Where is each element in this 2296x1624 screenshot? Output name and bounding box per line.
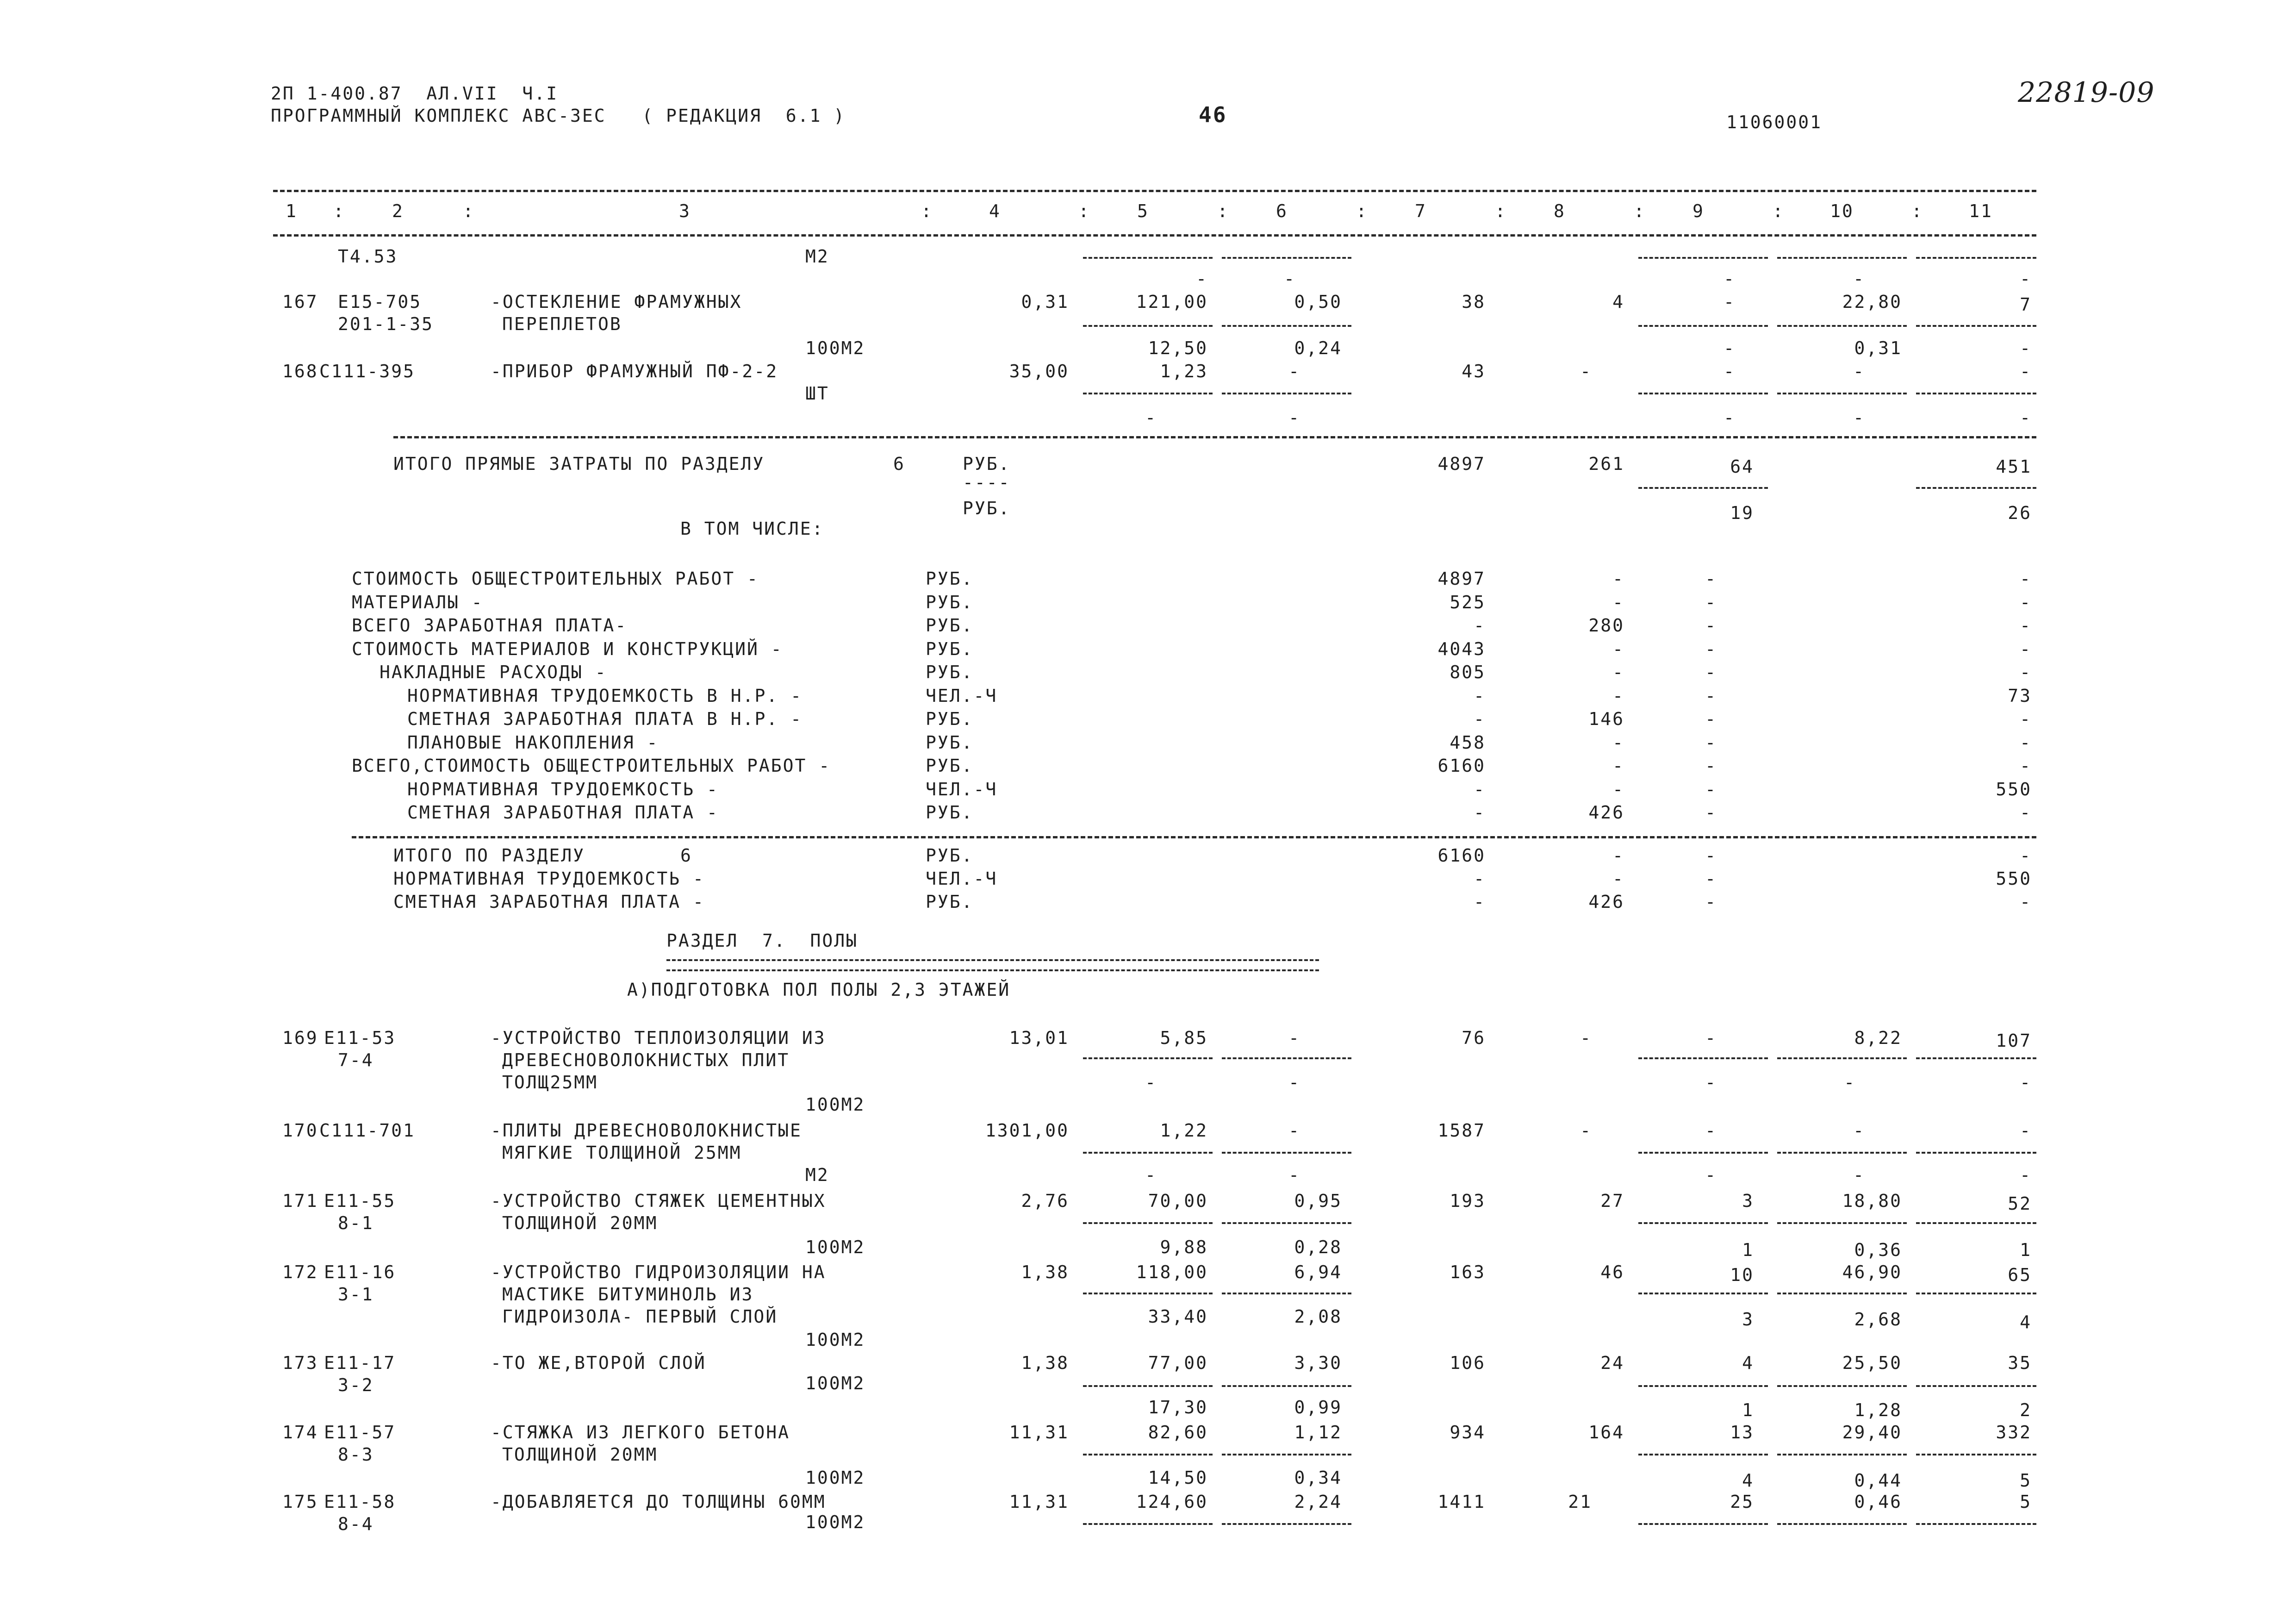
unit-label: РУБ.: [926, 615, 974, 636]
value-col7: -: [1474, 779, 1486, 800]
value-col9: -: [1705, 732, 1717, 753]
value-col8: -: [1612, 868, 1624, 889]
value-col11: -: [2020, 592, 2032, 612]
value-col7: 458: [1450, 732, 1486, 753]
breakdown-label: ВСЕГО,СТОИМОСТЬ ОБЩЕСТРОИТЕЛЬНЫХ РАБОТ -: [352, 756, 831, 776]
estimate-sheet: 2П 1-400.87 АЛ.VII Ч.I ПРОГРАММНЫЙ КОМПЛЕКС АВС-3ЕС ( РЕДАКЦИЯ 6.1 ) 46 11060001 22819-09 1 2 3 4 5 6 7 8 9 10 11 : : : : : : : : : : Т4.53 М2 - - - - - 167 Е15-705 201-1-35 -ОСТЕКЛЕНИЕ ФРАМУЖНЫХ ПЕРЕПЛЕТОВ 100М2 0,31 121,00 0,50 38 4 - 22,80 7 12,50 0,24 - 0,31 - 168 С111-395 -ПРИБОР ФРАМУЖНЫЙ ПФ-2-2 ШТ 35,00 1,23 - 43 - - - - - - - - - ИТОГО ПРЯМЫЕ ЗАТРАТЫ ПО РАЗДЕЛУ 6 РУБ. ---- РУБ. 4897 261 64 451 19 26 В ТОМ ЧИСЛЕ: СТОИМОСТЬ ОБЩЕСТРОИТЕЛЬНЫХ РАБОТ - РУБ. 4897 - - - МАТЕРИАЛЫ - РУБ. 525 - - - ВСЕГО ЗАРАБОТНАЯ ПЛАТА- РУБ. - 280 - - СТОИМОСТЬ МАТЕРИАЛОВ И КОНСТРУКЦИЙ - РУБ. 4043 - - - НАКЛАДНЫЕ РАСХОДЫ - РУБ. 805 - - - НОРМАТИВНАЯ ТРУДОЕМКОСТЬ В Н.Р. - ЧЕЛ.-Ч - - - 73 СМЕТНАЯ ЗАРАБОТНАЯ ПЛАТА В Н.Р. - РУБ. - 146 - - ПЛАНОВЫЕ НАКОПЛЕНИЯ - РУБ. 458 - - - ВСЕГО,СТОИМОСТЬ ОБЩЕСТРОИТЕЛЬНЫХ РАБОТ - РУБ. 6160 - - - НОРМАТИВНАЯ ТРУДОЕМКОСТЬ - ЧЕЛ.-Ч - - - 550 СМЕТНАЯ ЗАРАБОТНАЯ ПЛАТА - РУБ. - 426 - - ИТОГО ПО РАЗДЕЛУ РУБ. 6160 - - - 6 НОРМАТИВНАЯ ТРУДОЕМКОСТЬ - ЧЕЛ.-Ч - - - 550 СМЕТНАЯ ЗАРАБОТНАЯ ПЛАТА - РУБ. - 426 - - РАЗДЕЛ 7. ПОЛЫ А)ПОДГОТОВКА ПОЛ ПОЛЫ 2,3 ЭТАЖЕЙ 169 Е11-53 7-4 -УСТРОЙСТВО ТЕПЛОИЗОЛЯЦИИ ИЗ ДРЕВЕСНОВОЛОКНИСТЫХ ПЛИТ ТОЛЩ25ММ 100М2 13,01 5,85 - 76 - - 8,22 107 - - - - - 170 С111-701 -ПЛИТЫ ДРЕВЕСНОВОЛОКНИСТЫЕ МЯГКИЕ ТОЛЩИНОЙ 25ММ М2 1301,00 1,22 - 1587 - - - - - - - - - 171 Е11-55 8-1 -УСТРОЙСТВО СТЯЖЕК ЦЕМЕНТНЫХ ТОЛЩИНОЙ 20ММ 100М2 2,76 70,00 0,95 193 27 3 18,80 52 9,88 0,28 1 0,36 1 172 Е11-16 3-1 -УСТРОЙСТВО ГИДРОИЗОЛЯЦИИ НА МАСТИКЕ БИТУМИНОЛЬ ИЗ ГИДРОИЗОЛА- ПЕРВЫЙ СЛОЙ 100М2 1,38 118,00 6,94 163 46 10 46,90 65 33,40 2,08 3 2,68 4 173 Е11-17 3-2 -ТО ЖЕ,ВТОРОЙ СЛОЙ 100М2 1,38 77,00 3,30 106 24 4 25,50 35 17,30 0,99 1 1,28 2 174 Е11-57 8-3 -СТЯЖКА ИЗ ЛЕГКОГО БЕТОНА ТОЛЩИНОЙ 20ММ 100М2 11,31 82,60 1,12 934 164 13 29,40 332 14,50 0,34 4 0,44 5 175 Е11-58 8-4 -ДОБАВЛЯЕТСЯ ДО ТОЛЩИНЫ 60ММ 100М2 11,31 124,60 2,24 1411 21 25 0,46 5: [271, 76, 2155, 1534]
breakdown-label: НОРМАТИВНАЯ ТРУДОЕМКОСТЬ -: [393, 868, 705, 889]
colhead-9: 9: [1692, 201, 1705, 221]
value-col8: -: [1612, 662, 1624, 682]
unit-label: РУБ.: [926, 756, 974, 776]
value-col7: -: [1474, 802, 1486, 823]
value-col8: -: [1612, 756, 1624, 776]
value-col7: 4043: [1437, 638, 1486, 659]
value-col8: -: [1612, 779, 1624, 800]
section-title-underline: [666, 959, 1319, 971]
page-number: 46: [1199, 102, 1227, 127]
value-col7: -: [1474, 615, 1486, 636]
colhead-11: 11: [1969, 201, 1993, 221]
breakdown-label: СТОИМОСТЬ ОБЩЕСТРОИТЕЛЬНЫХ РАБОТ -: [352, 568, 759, 589]
colhead-1: 1: [286, 201, 298, 221]
value-col9: -: [1705, 756, 1717, 776]
unit-label: РУБ.: [926, 892, 974, 912]
value-col9: -: [1705, 638, 1717, 659]
including-heading: В ТОМ ЧИСЛЕ:: [680, 518, 824, 539]
value-col11: -: [2020, 662, 2032, 682]
breakdown-label: СМЕТНАЯ ЗАРАБОТНАЯ ПЛАТА -: [407, 802, 719, 823]
value-col11: 73: [2008, 685, 2032, 706]
breakdown-label: СМЕТНАЯ ЗАРАБОТНАЯ ПЛАТА -: [393, 892, 705, 912]
unit-label: РУБ.: [926, 709, 974, 729]
value-col9: -: [1705, 779, 1717, 800]
unit-label: РУБ.: [926, 802, 974, 823]
value-col9: -: [1705, 615, 1717, 636]
section-title: РАЗДЕЛ 7. ПОЛЫ: [666, 931, 859, 951]
value-col7: 805: [1450, 662, 1486, 682]
value-col11: 550: [1996, 779, 2032, 800]
value-col8: 280: [1588, 615, 1624, 636]
rule-before-section-total: [352, 836, 2036, 838]
rule-top: [273, 190, 2036, 192]
section-number: 6: [680, 845, 692, 866]
value-col7: 525: [1450, 592, 1486, 612]
breakdown-label: ПЛАНОВЫЕ НАКОПЛЕНИЯ -: [407, 732, 659, 753]
breakdown-label: НОРМАТИВНАЯ ТРУДОЕМКОСТЬ В Н.Р. -: [407, 685, 803, 706]
value-col8: -: [1612, 685, 1624, 706]
value-col8: -: [1612, 568, 1624, 589]
value-col7: -: [1474, 892, 1486, 912]
breakdown-label: СМЕТНАЯ ЗАРАБОТНАЯ ПЛАТА В Н.Р. -: [407, 709, 803, 729]
value-col11: -: [2020, 709, 2032, 729]
value-col11: -: [2020, 615, 2032, 636]
value-col7: -: [1474, 685, 1486, 706]
value-col8: -: [1612, 592, 1624, 612]
program-title: ПРОГРАММНЫЙ КОМПЛЕКС АВС-3ЕС ( РЕДАКЦИЯ 6.1 ): [271, 106, 846, 126]
value-col7: 6160: [1437, 756, 1486, 776]
value-col7: 6160: [1437, 845, 1486, 866]
value-col11: -: [2020, 732, 2032, 753]
colhead-5: 5: [1137, 201, 1149, 221]
unit-label: РУБ.: [926, 845, 974, 866]
breakdown-label: ИТОГО ПО РАЗДЕЛУ: [393, 845, 585, 866]
value-col7: 4897: [1437, 568, 1486, 589]
value-col11: 550: [1996, 868, 2032, 889]
document-code: 11060001: [1726, 112, 1823, 132]
breakdown-label: СТОИМОСТЬ МАТЕРИАЛОВ И КОНСТРУКЦИЙ -: [352, 638, 783, 659]
value-col8: -: [1612, 732, 1624, 753]
unit-label: ЧЕЛ.-Ч: [926, 868, 998, 889]
unit-label: РУБ.: [926, 732, 974, 753]
unit-label: ЧЕЛ.-Ч: [926, 685, 998, 706]
doc-code: 2П 1-400.87 АЛ.VII Ч.I: [271, 83, 559, 104]
value-col11: -: [2020, 892, 2032, 912]
colhead-2: 2: [392, 201, 404, 221]
value-col9: -: [1705, 868, 1717, 889]
breakdown-label: НАКЛАДНЫЕ РАСХОДЫ -: [380, 662, 607, 682]
value-col11: -: [2020, 802, 2032, 823]
value-col9: -: [1705, 662, 1717, 682]
colhead-10: 10: [1830, 201, 1854, 221]
value-col11: -: [2020, 568, 2032, 589]
value-col11: -: [2020, 845, 2032, 866]
unit-label: РУБ.: [926, 592, 974, 612]
handwritten-stamp: 22819-09: [2018, 76, 2155, 109]
colhead-8: 8: [1554, 201, 1566, 221]
rule-header-bottom: [273, 234, 2036, 237]
value-col11: -: [2020, 638, 2032, 659]
colhead-4: 4: [989, 201, 1001, 221]
value-col8: 426: [1588, 892, 1624, 912]
value-col7: -: [1474, 709, 1486, 729]
unit-label: РУБ.: [926, 568, 974, 589]
value-col7: -: [1474, 868, 1486, 889]
value-col8: -: [1612, 638, 1624, 659]
colhead-7: 7: [1415, 201, 1427, 221]
value-col11: -: [2020, 756, 2032, 776]
unit-label: ЧЕЛ.-Ч: [926, 779, 998, 800]
rule-before-total: [393, 436, 2036, 438]
colhead-3: 3: [679, 201, 691, 221]
unit-label: РУБ.: [926, 638, 974, 659]
value-col8: 426: [1588, 802, 1624, 823]
colhead-6: 6: [1276, 201, 1288, 221]
value-col9: -: [1705, 892, 1717, 912]
unit-label: РУБ.: [926, 662, 974, 682]
breakdown-label: МАТЕРИАЛЫ -: [352, 592, 484, 612]
value-col8: 146: [1588, 709, 1624, 729]
section-subtitle: А)ПОДГОТОВКА ПОЛ ПОЛЫ 2,3 ЭТАЖЕЙ: [627, 980, 1011, 1000]
value-col9: -: [1705, 568, 1717, 589]
breakdown-label: НОРМАТИВНАЯ ТРУДОЕМКОСТЬ -: [407, 779, 719, 800]
value-col9: -: [1705, 709, 1717, 729]
value-col9: -: [1705, 845, 1717, 866]
value-col9: -: [1705, 685, 1717, 706]
value-col9: -: [1705, 592, 1717, 612]
breakdown-label: ВСЕГО ЗАРАБОТНАЯ ПЛАТА-: [352, 615, 628, 636]
value-col8: -: [1612, 845, 1624, 866]
value-col9: -: [1705, 802, 1717, 823]
